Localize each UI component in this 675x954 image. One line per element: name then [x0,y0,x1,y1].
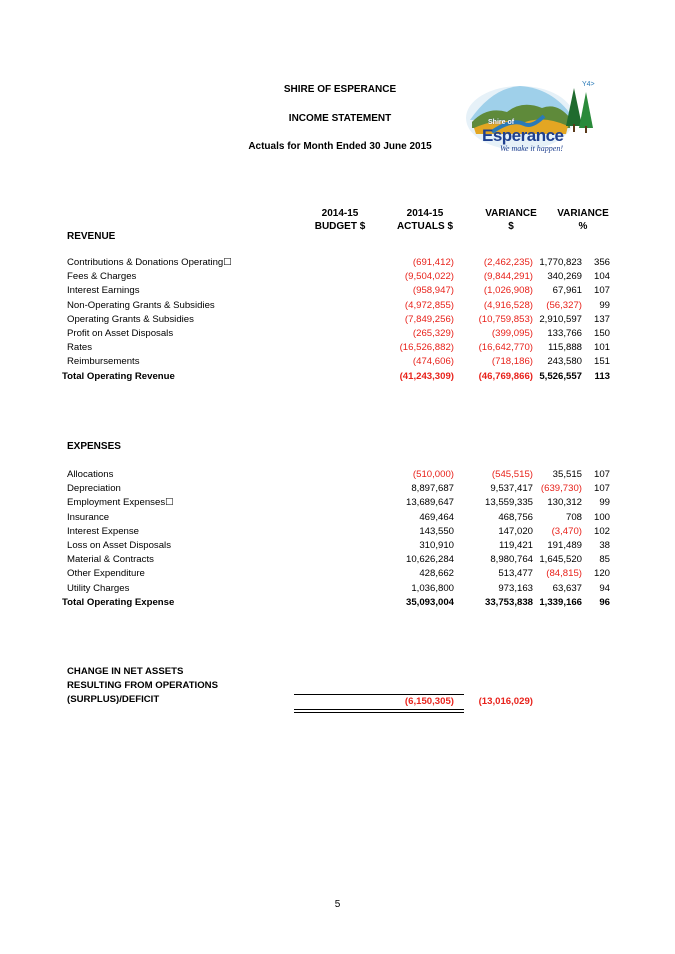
line-label: Contributions & Donations Operating☐ [67,257,232,268]
expense-row [67,526,612,540]
revenue-total-row [62,371,612,385]
variance-pct: 151 [593,356,610,368]
expense-total-row [62,597,612,611]
variance-pct: 102 [593,525,610,537]
budget-value: 10,626,284 [405,554,454,566]
logo-tagline: We make it happen! [500,144,564,153]
variance-pct: 85 [599,554,610,566]
actual-value: 513,477 [498,568,533,580]
col-budget-header: 2014-15 BUDGET $ [314,208,366,232]
actual-value: 9,537,417 [490,483,533,495]
budget-value: 1,036,800 [411,582,454,594]
actual-value: (718,186) [491,356,533,368]
actual-value: 33,753,838 [484,596,533,608]
revenue-row [67,328,612,342]
revenue-row [67,342,612,356]
variance-pct: 107 [593,469,610,480]
actual-value: 8,980,764 [490,554,533,566]
budget-value: 310,910 [419,540,454,551]
line-label: Fees & Charges [67,271,137,283]
expense-row [67,512,612,526]
line-label: Interest Earnings [67,285,140,297]
budget-value: (265,329) [412,328,454,339]
revenue-row [67,271,612,285]
variance-pct: 107 [593,285,610,297]
variance-pct: 96 [599,596,610,608]
variance-pct: 150 [593,328,610,339]
budget-value: (7,849,256) [404,313,454,325]
line-label: Profit on Asset Disposals [67,328,174,339]
variance-value: 243,580 [547,356,582,368]
revenue-heading: REVENUE [67,231,116,242]
variance-pct: 107 [593,483,610,495]
variance-value: 130,312 [547,497,582,509]
variance-value: (639,730) [540,483,582,495]
change-double-rule [294,709,464,713]
actual-value: (16,642,770) [478,342,533,354]
line-label: Total Operating Revenue [62,370,175,382]
variance-pct: 94 [599,582,610,594]
variance-value: 5,526,557 [539,370,582,382]
shire-logo [462,78,612,158]
variance-value: 1,339,166 [539,596,582,608]
actual-value: 973,163 [498,582,533,594]
actual-value: 147,020 [498,525,533,537]
col-variance-header: VARIANCE $ [485,208,537,232]
line-label: Insurance [67,511,110,523]
line-label: Reimbursements [67,356,140,368]
actual-value: (399,095) [491,328,533,339]
revenue-row [67,300,612,314]
budget-value: (9,504,022) [404,271,454,283]
expense-row [67,497,612,511]
variance-pct: 113 [594,370,610,382]
actual-value: 468,756 [498,511,533,523]
budget-value: (474,606) [412,356,454,368]
line-label: Employment Expenses☐ [67,497,174,509]
variance-value: (3,470) [551,525,582,537]
actual-value: (2,462,235) [483,257,533,268]
variance-value: (84,815) [546,568,582,580]
revenue-row [67,356,612,370]
budget-value: (510,000) [412,469,454,480]
variance-value: 133,766 [547,328,582,339]
svg-text:Y4>: Y4> [582,81,595,88]
budget-value: 8,897,687 [411,483,454,495]
col-variance-pct-header: VARIANCE % [557,208,609,232]
variance-value: 191,489 [547,540,582,551]
budget-value: 428,662 [419,568,454,580]
budget-value: (16,526,882) [399,342,454,354]
budget-value: 13,689,647 [405,497,454,509]
expenses-heading: EXPENSES [67,441,121,452]
variance-value: 708 [565,511,582,523]
actual-value: 13,559,335 [484,497,533,509]
logo-esperance: Esperance [482,126,564,145]
variance-value: 115,888 [548,342,582,354]
actual-value: (46,769,866) [478,370,533,382]
actual-value: (9,844,291) [483,271,533,283]
budget-value: (4,972,855) [404,299,454,311]
expense-row [67,583,612,597]
variance-value: 63,637 [552,582,582,594]
change-top-rule [294,694,464,695]
variance-pct: 99 [599,497,610,509]
budget-value: (41,243,309) [399,370,454,382]
expense-row [67,554,612,568]
revenue-row [67,314,612,328]
expense-row [67,483,612,497]
variance-value: 1,770,823 [539,257,582,268]
org-title: SHIRE OF ESPERANCE [283,84,397,95]
variance-value: 35,515 [552,469,582,480]
line-label: Interest Expense [67,525,139,537]
budget-value: (691,412) [412,257,454,268]
budget-value: 143,550 [419,525,454,537]
variance-value: 340,269 [547,271,582,283]
line-label: Total Operating Expense [62,596,175,608]
change-actual: (13,016,029) [478,696,533,707]
variance-pct: 101 [593,342,610,354]
actual-value: (10,759,853) [478,313,533,325]
expense-row [67,540,612,554]
variance-pct: 356 [593,257,610,268]
change-label: CHANGE IN NET ASSETS RESULTING FROM OPERATIONS (SURPLUS)/DEFICIT [67,666,219,705]
variance-pct: 38 [599,540,610,551]
statement-title: INCOME STATEMENT [288,113,392,124]
line-label: Allocations [67,469,114,480]
actual-value: (545,515) [491,469,533,480]
actual-value: 119,421 [499,540,533,551]
change-budget: (6,150,305) [404,696,454,707]
period-title: Actuals for Month Ended 30 June 2015 [248,141,432,152]
line-label: Loss on Asset Disposals [67,540,171,551]
actual-value: (1,026,908) [483,285,533,297]
revenue-row [67,285,612,299]
variance-pct: 99 [599,299,610,311]
change-values [62,696,612,710]
line-label: Material & Contracts [67,554,154,566]
variance-value: 67,961 [552,285,582,297]
page-number: 5 [334,899,341,910]
variance-pct: 120 [593,568,610,580]
line-label: Other Expenditure [67,568,145,580]
revenue-row [67,257,612,271]
budget-value: 35,093,004 [405,596,454,608]
budget-value: 469,464 [419,511,454,523]
variance-value: (56,327) [546,299,582,311]
col-actuals-header: 2014-15 ACTUALS $ [396,208,454,232]
variance-pct: 100 [593,511,610,523]
variance-value: 2,910,597 [539,313,582,325]
line-label: Operating Grants & Subsidies [67,313,194,325]
line-label: Non-Operating Grants & Subsidies [67,299,215,311]
logo-shire-of: Shire of [488,119,515,126]
expense-row [67,568,612,582]
variance-value: 1,645,520 [539,554,582,566]
line-label: Rates [67,342,93,354]
actual-value: (4,916,528) [483,299,533,311]
variance-pct: 104 [593,271,610,283]
variance-pct: 137 [593,313,610,325]
budget-value: (958,947) [412,285,454,297]
line-label: Utility Charges [67,582,130,594]
line-label: Depreciation [67,483,121,495]
expense-row [67,469,612,483]
